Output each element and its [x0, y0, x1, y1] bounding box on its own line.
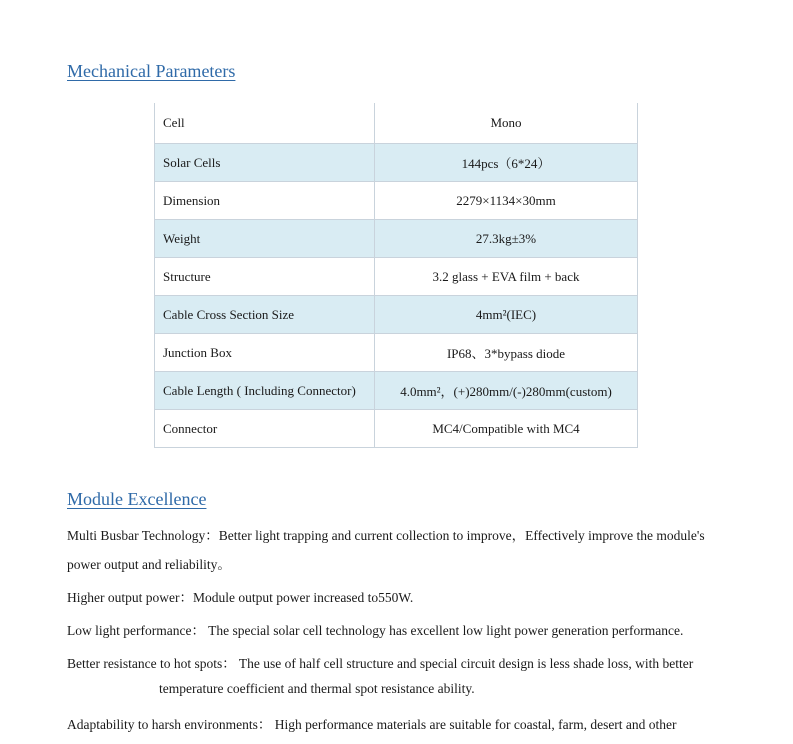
table-row — [155, 258, 638, 296]
table-row — [155, 220, 638, 258]
param-value: 3.2 glass + EVA film + back — [375, 258, 638, 296]
param-key: Junction Box — [155, 334, 375, 372]
paragraph-hot-spots: Better resistance to hot spots： The use of half cell structure and special circuit design is less shade loss, with better — [67, 656, 694, 671]
table-row — [155, 410, 638, 448]
param-key: Weight — [155, 220, 375, 258]
param-value: Mono — [375, 103, 638, 144]
table-row — [155, 103, 638, 144]
table-row — [155, 296, 638, 334]
param-value: 4mm²(IEC) — [375, 296, 638, 334]
module-excellence-title: Module Excellence — [67, 489, 207, 509]
table-row — [155, 182, 638, 220]
paragraph-hot-spots-cont: temperature coefficient and thermal spot resistance ability. — [159, 681, 475, 696]
mechanical-parameters-table — [154, 103, 638, 448]
param-value: MC4/Compatible with MC4 — [375, 410, 638, 448]
table-row — [155, 372, 638, 410]
param-key: Dimension — [155, 182, 375, 220]
param-key: Cable Length ( Including Connector) — [155, 372, 375, 410]
table-row — [155, 334, 638, 372]
paragraph-output-power: Higher output power：Module output power increased to550W. — [67, 590, 414, 605]
paragraph-harsh-env: Adaptability to harsh environments： High performance materials are suitable for coastal, farm, desert and other — [67, 717, 677, 732]
param-key: Cell — [155, 103, 375, 144]
param-value: 27.3kg±3% — [375, 220, 638, 258]
param-value: IP68、3*bypass diode — [375, 334, 638, 372]
mechanical-parameters-title: Mechanical Parameters — [67, 61, 236, 81]
paragraph-multi-busbar-cont: power output and reliability。 — [67, 557, 231, 572]
paragraph-multi-busbar: Multi Busbar Technology：Better light trapping and current collection to improve，Effectively improve the module's — [67, 528, 705, 543]
param-value: 144pcs（6*24） — [375, 144, 638, 182]
param-value: 4.0mm²，(+)280mm/(-)280mm(custom) — [375, 372, 638, 410]
param-key: Cable Cross Section Size — [155, 296, 375, 334]
param-key: Connector — [155, 410, 375, 448]
table-row — [155, 144, 638, 182]
param-key: Structure — [155, 258, 375, 296]
param-value: 2279×1134×30mm — [375, 182, 638, 220]
param-key: Solar Cells — [155, 144, 375, 182]
paragraph-low-light: Low light performance： The special solar cell technology has excellent low light power generation performance. — [67, 623, 684, 638]
